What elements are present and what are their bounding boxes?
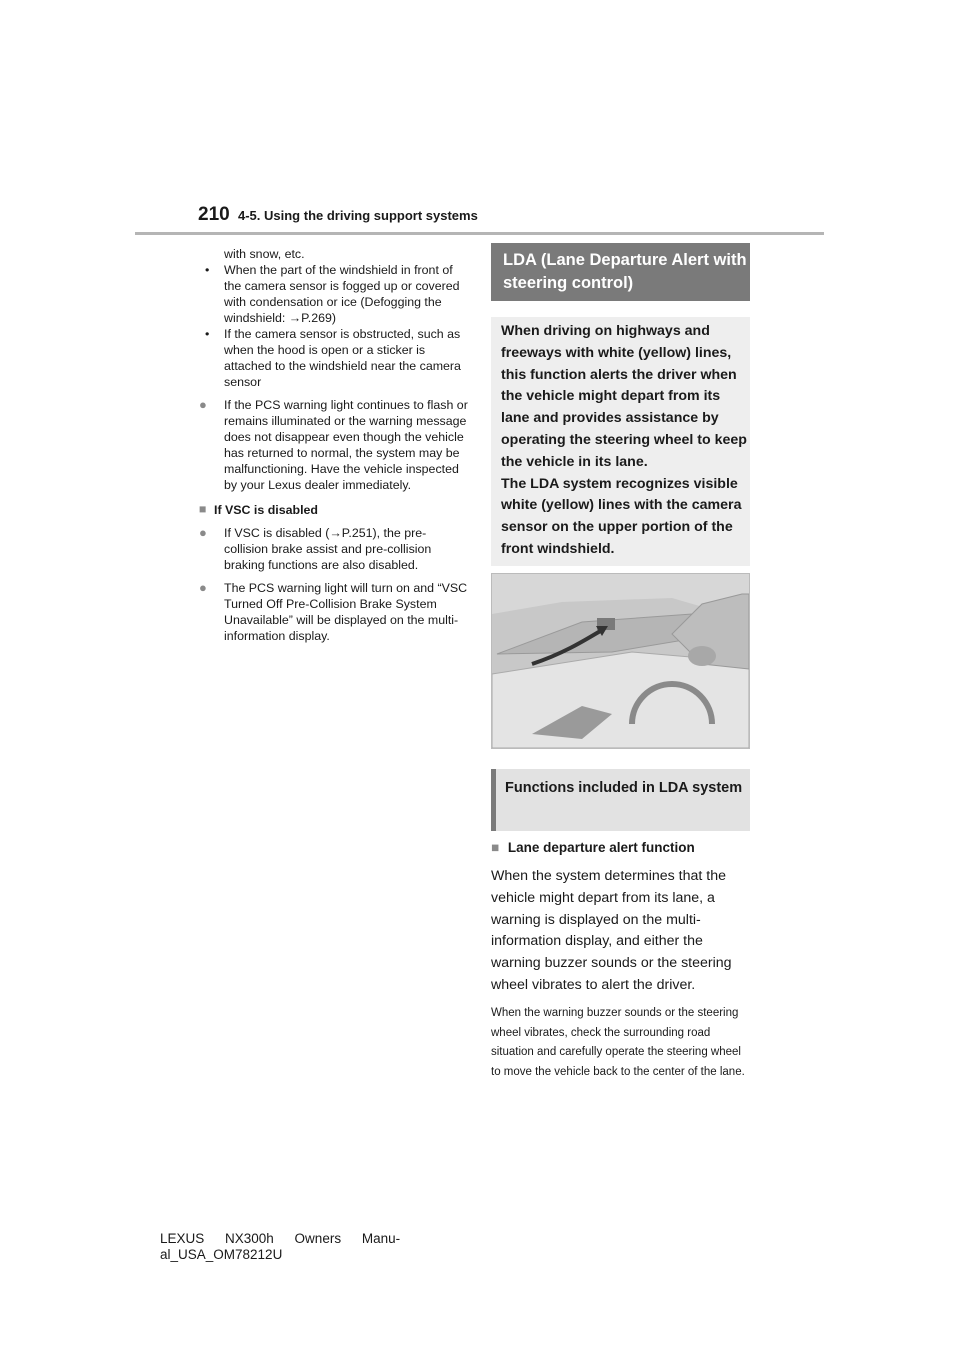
sub-bullet	[199, 326, 469, 390]
camera-sensor-illustration	[491, 573, 750, 749]
circle-bullet-icon: ●	[199, 580, 207, 595]
square-bullet-icon: ■	[491, 840, 500, 855]
sub-bullet	[199, 262, 469, 326]
dot-icon: •	[205, 327, 210, 341]
subsection-heading	[199, 502, 469, 518]
functions-heading: Functions included in LDA system	[491, 769, 750, 831]
footer-line: al_USA_OM78212U	[160, 1247, 283, 1262]
intro-paragraph: When driving on highways and freeways with white (yellow) lines, this function alerts the driver when the vehicle might depart from its lane and provides assistance by operating the steering wheel to keep the vehicle in its lane.	[501, 323, 747, 470]
left-column	[199, 246, 469, 644]
function-subheading	[491, 840, 695, 855]
sub-bullet-text: When the part of the windshield in front of the camera sensor is fogged up or covered with condensation or ice (Defogging the windshield: →P.269)	[224, 263, 460, 325]
square-bullet-icon: ■	[199, 502, 207, 516]
section-title: 4-5. Using the driving support systems	[238, 208, 478, 223]
subheading-text: Lane departure alert function	[507, 840, 695, 855]
car-illustration	[492, 574, 749, 748]
list-item	[199, 397, 469, 493]
header-rule	[135, 232, 824, 235]
page-footer	[160, 1231, 400, 1263]
list-item	[199, 580, 469, 644]
continued-text: with snow, etc.	[224, 247, 305, 261]
circle-bullet-icon: ●	[199, 525, 207, 540]
function-note: When the warning buzzer sounds or the steering wheel vibrates, check the surrounding road situation and carefully operate the steering wheel to move the vehicle back to the center of the lane.	[491, 1007, 745, 1078]
item-text: The PCS warning light will turn on and “VSC Turned Off Pre-Collision Brake System Unavailable” will be displayed on the multi-information display.	[224, 581, 468, 643]
intro-paragraph: The LDA system recognizes visible white (yellow) lines with the camera sensor on the upper portion of the front windshield.	[501, 475, 742, 557]
item-text: If VSC is disabled (→P.251), the pre-collision brake assist and pre-collision braking functions are also disabled.	[224, 526, 432, 572]
heading-text: If VSC is disabled	[214, 503, 318, 517]
intro-box	[491, 317, 750, 566]
circle-bullet-icon: ●	[199, 397, 207, 412]
sub-bullet-text: If the camera sensor is obstructed, such as when the hood is open or a sticker is attached to the windshield near the camera sensor	[224, 327, 461, 389]
list-item	[199, 525, 469, 573]
footer-line: LEXUS NX300h Owners Manu-	[160, 1231, 401, 1246]
dot-icon: •	[205, 263, 210, 277]
section-title-box: LDA (Lane Departure Alert with steering control)	[491, 243, 750, 301]
function-body: When the system determines that the vehicle might depart from its lane, a warning is displayed on the multi-information display, and either the warning buzzer sounds or the steering wheel vibrates to alert the driver.	[491, 868, 732, 993]
page-number: 210	[198, 204, 230, 225]
item-text: If the PCS warning light continues to flash or remains illuminated or the warning message does not disappear even though the vehicle has returned to normal, the system may be malfunctioning. Have the vehicle inspected by your Lexus dealer immediately.	[224, 398, 468, 492]
